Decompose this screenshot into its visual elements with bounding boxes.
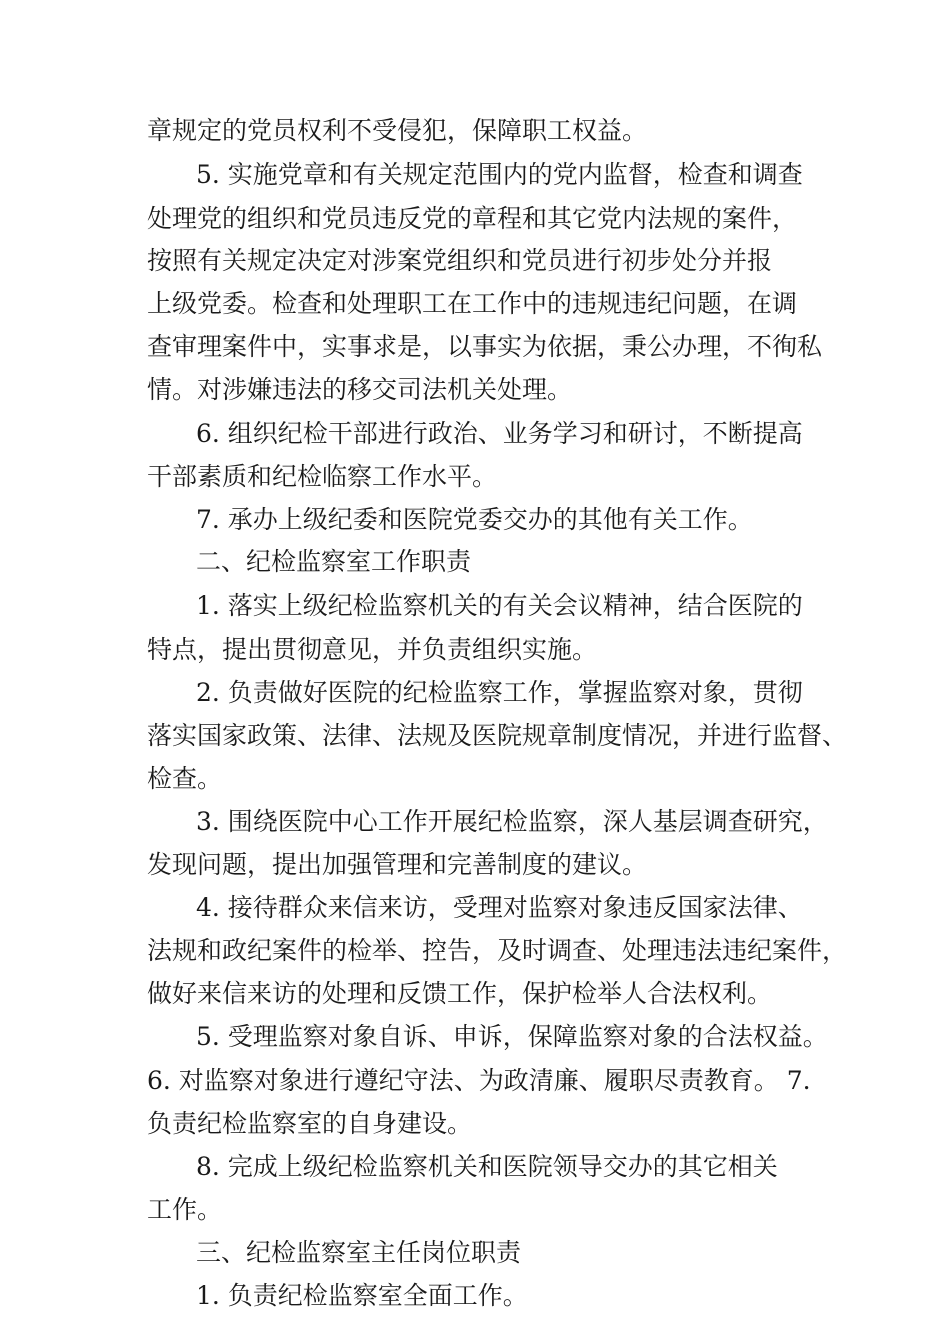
text-line: 6. 对监察对象进行遵纪守法、为政清廉、履职尽责教育。 7. <box>147 1066 811 1095</box>
text-line: 4. 接待群众来信来访，受理对监察对象违反国家法律、 <box>196 893 803 922</box>
text-line: 按照有关规定决定对涉案党组织和党员进行初步处分并报 <box>147 246 773 275</box>
text-line: 干部素质和纪检临察工作水平。 <box>147 462 498 491</box>
text-line: 做好来信来访的处理和反馈工作，保护检举人合法权利。 <box>147 979 773 1008</box>
text-line: 3. 围绕医院中心工作开展纪检监察，深人基层调查研究， <box>196 807 828 836</box>
text-line: 处理党的组织和党员违反党的章程和其它党内法规的案件， <box>147 204 798 233</box>
text-line: 8. 完成上级纪检监察机关和医院领导交办的其它相关 <box>196 1152 778 1181</box>
text-line: 情。对涉嫌违法的移交司法机关处理。 <box>147 375 573 404</box>
text-line: 负责纪检监察室的自身建设。 <box>147 1109 473 1138</box>
text-line: 发现问题，提出加强管理和完善制度的建议。 <box>147 850 648 879</box>
text-line: 上级党委。检查和处理职工在工作中的违规违纪问题，在调 <box>147 289 798 318</box>
text-line: 特点，提出贯彻意见，并负责组织实施。 <box>147 635 598 664</box>
text-line: 工作。 <box>147 1195 223 1224</box>
text-line: 5. 实施党章和有关规定范围内的党内监督，检查和调查 <box>196 160 803 189</box>
section-heading: 三、纪检监察室主任岗位职责 <box>196 1238 522 1267</box>
text-line: 2. 负责做好医院的纪检监察工作，掌握监察对象，贯彻 <box>196 678 803 707</box>
text-line: 1. 负责纪检监察室全面工作。 <box>196 1281 528 1310</box>
text-line: 落实国家政策、法律、法规及医院规章制度情况，并进行监督、 <box>147 721 848 750</box>
section-heading: 二、纪检监察室工作职责 <box>196 547 472 576</box>
text-line: 5. 受理监察对象自诉、申诉，保障监察对象的合法权益。 <box>196 1022 828 1051</box>
text-line: 1. 落实上级纪检监察机关的有关会议精神，结合医院的 <box>196 591 803 620</box>
text-line: 查审理案件中，实事求是，以事实为依据，秉公办理，不徇私 <box>147 332 823 361</box>
text-line: 章规定的党员权利不受侵犯，保障职工权益。 <box>147 116 648 145</box>
text-line: 6. 组织纪检干部进行政治、业务学习和研讨，不断提高 <box>196 419 803 448</box>
text-line: 法规和政纪案件的检举、控告，及时调查、处理违法违纪案件， <box>147 936 848 965</box>
text-line: 检查。 <box>147 764 223 793</box>
text-line: 7. 承办上级纪委和医院党委交办的其他有关工作。 <box>196 505 753 534</box>
